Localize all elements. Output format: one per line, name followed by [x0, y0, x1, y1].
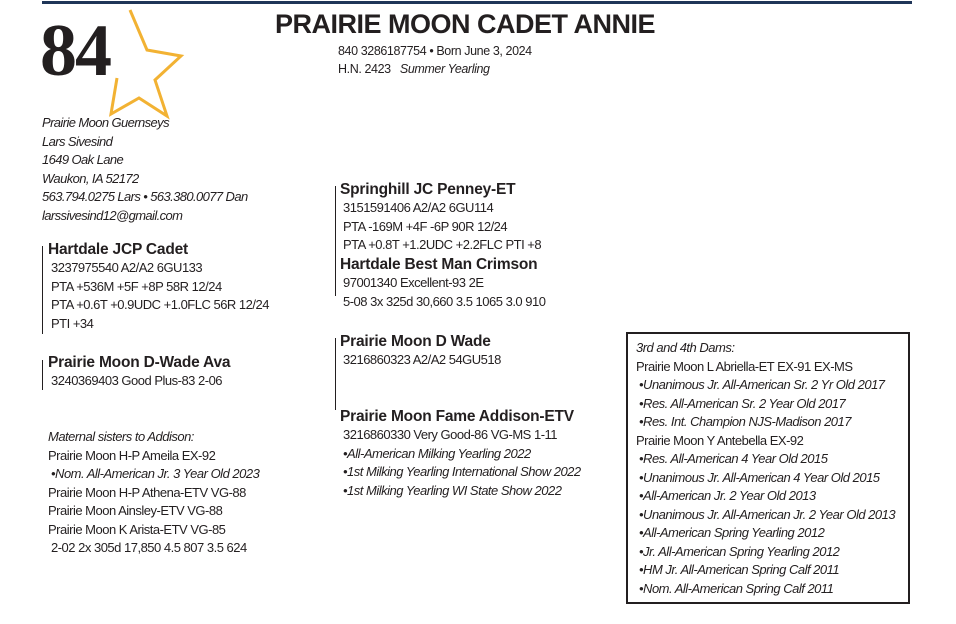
sister-name: Prairie Moon H-P Ameila EX-92: [48, 447, 216, 463]
age-class: Summer Yearling: [399, 62, 490, 76]
fourth-dam-honor: •Unanimous Jr. All-American Jr. 2 Year Old 2013: [639, 506, 896, 522]
sires-sire-line: 3151591406 A2/A2 6GU114: [343, 200, 494, 215]
dams-dam-honor: •All-American Milking Yearling 2022: [343, 445, 531, 461]
star-icon: [95, 6, 185, 121]
sires-dam-line: 5-08 3x 325d 30,660 3.5 1065 3.0 910: [343, 293, 546, 309]
sire-line: PTA +0.6T +0.9UDC +1.0FLC 56R 12/24: [51, 297, 269, 312]
dams-sire-name: Prairie Moon D Wade: [340, 333, 491, 350]
hn-line: [338, 60, 490, 78]
sire-block: [48, 240, 269, 333]
dam-block: [48, 353, 230, 391]
third-dam-honor: •Res. Int. Champion NJS-Madison 2017: [639, 414, 851, 429]
fourth-dam-honor: •Unanimous Jr. All-American 4 Year Old 2015: [639, 469, 880, 485]
sires-dam-line: 97001340 Excellent-93 2E: [343, 275, 484, 290]
dams-dam-name: Prairie Moon Fame Addison-ETV: [340, 408, 574, 425]
maternal-sisters: [48, 428, 259, 558]
sire-line: PTA +536M +5F +8P 58R 12/24: [51, 278, 222, 294]
sires-dam-block: [340, 255, 545, 311]
animal-name: PRAIRIE MOON CADET ANNIE: [275, 9, 656, 39]
consignor-info: [42, 114, 248, 225]
sister-name: Prairie Moon H-P Athena-ETV VG-88: [48, 484, 246, 500]
dams-dam-line: 3216860330 Very Good-86 VG-MS 1-11: [343, 427, 558, 442]
top-rule: [42, 1, 912, 4]
consignor-street: 1649 Oak Lane: [42, 152, 124, 167]
fourth-dam-honor: •HM Jr. All-American Spring Calf 2011: [639, 562, 840, 577]
dams-sire-block: [340, 332, 501, 370]
fourth-dam-honor: •Nom. All-American Spring Calf 2011: [639, 580, 834, 596]
fourth-dam-honor: •All-American Spring Yearling 2012: [639, 525, 825, 540]
sires-sire-line: PTA -169M +4F -6P 90R 12/24: [343, 218, 508, 234]
dams-box-heading: 3rd and 4th Dams:: [636, 340, 735, 355]
pedigree-bracket: [42, 246, 43, 334]
consignor-owner: Lars Sivesind: [42, 133, 113, 149]
sires-dam-name: Hartdale Best Man Crimson: [340, 256, 538, 273]
sister-name: Prairie Moon K Arista-ETV VG-85: [48, 521, 226, 537]
dam-line: 3240369403 Good Plus-83 2-06: [51, 373, 223, 388]
third-fourth-dams-box: [626, 332, 910, 604]
dams-dam-block: [340, 407, 581, 500]
sire-name: Hartdale JCP Cadet: [48, 241, 188, 258]
hn-number: H.N. 2423: [338, 62, 391, 76]
sires-sire-block: [340, 180, 541, 255]
consignor-farm: Prairie Moon Guernseys: [42, 115, 169, 130]
fourth-dam-name: Prairie Moon Y Antebella EX-92: [636, 432, 804, 448]
fourth-dam-honor: •Jr. All-American Spring Yearling 2012: [639, 543, 840, 559]
third-dam-honor: •Unanimous Jr. All-American Sr. 2 Yr Old 2017: [639, 377, 885, 392]
fourth-dam-honor: •Res. All-American 4 Year Old 2015: [639, 451, 828, 466]
sires-sire-name: Springhill JC Penney-ET: [340, 181, 516, 198]
sister-name: Prairie Moon Ainsley-ETV VG-88: [48, 503, 223, 518]
sire-line: 3237975540 A2/A2 6GU133: [51, 260, 203, 275]
third-dam-honor: •Res. All-American Sr. 2 Year Old 2017: [639, 395, 846, 411]
sire-line: PTI +34: [51, 315, 94, 331]
maternal-heading: Maternal sisters to Addison:: [48, 429, 194, 444]
dams-sire-line: 3216860323 A2/A2 54GU518: [343, 352, 501, 367]
consignor-city: Waukon, IA 52172: [42, 170, 139, 186]
dams-dam-honor: •1st Milking Yearling International Show 2022: [343, 464, 581, 479]
lot-number: 84: [40, 10, 110, 92]
sister-record: 2-02 2x 305d 17,850 4.5 807 3.5 624: [51, 540, 247, 555]
fourth-dam-honor: •All-American Jr. 2 Year Old 2013: [639, 488, 816, 503]
id-birth-line: 840 3286187754 • Born June 3, 2024: [338, 44, 532, 58]
dams-dam-honor: •1st Milking Yearling WI State Show 2022: [343, 482, 562, 498]
consignor-email[interactable]: larssivesind12@gmail.com: [42, 207, 183, 223]
consignor-phones: 563.794.0275 Lars • 563.380.0077 Dan: [42, 189, 248, 204]
pedigree-bracket: [42, 360, 43, 390]
pedigree-bracket: [335, 186, 336, 296]
third-dam-name: Prairie Moon L Abriella-ET EX-91 EX-MS: [636, 358, 853, 374]
dam-name: Prairie Moon D-Wade Ava: [48, 354, 231, 371]
sires-sire-line: PTA +0.8T +1.2UDC +2.2FLC PTI +8: [343, 237, 542, 252]
pedigree-bracket: [335, 338, 336, 410]
sister-honor: •Nom. All-American Jr. 3 Year Old 2023: [51, 466, 260, 481]
